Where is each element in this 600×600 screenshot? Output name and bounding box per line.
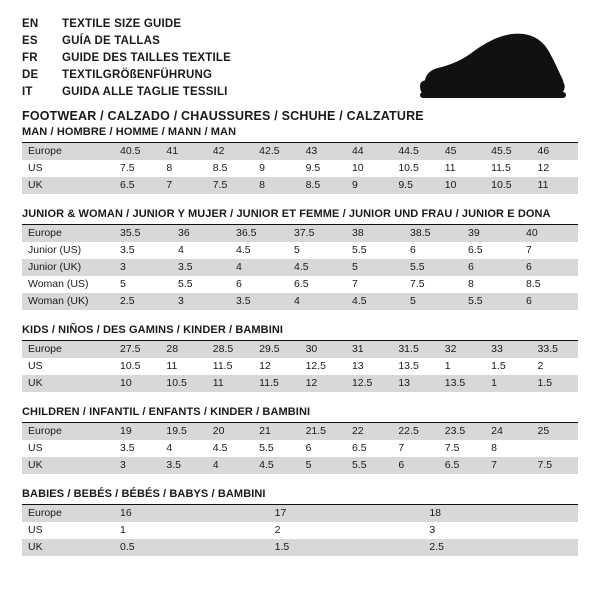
table-row (22, 539, 578, 556)
size-cell: 11.5 (207, 358, 253, 375)
language-row (22, 16, 231, 33)
size-cell: 3 (114, 259, 172, 276)
row-label: Europe (22, 143, 114, 160)
language-title-table (22, 16, 231, 101)
section-title: MAN / HOMBRE / HOMME / MANN / MAN (22, 126, 237, 138)
size-cell: 44.5 (392, 143, 438, 160)
size-cell: 11.5 (485, 160, 531, 177)
size-cell: 10.5 (114, 358, 160, 375)
size-cell: 36.5 (230, 225, 288, 242)
size-cell: 31.5 (392, 341, 438, 358)
size-cell: 10 (439, 177, 485, 194)
size-cell: 6.5 (462, 242, 520, 259)
table-row (22, 225, 578, 242)
size-cell: 23.5 (439, 423, 485, 440)
language-code: EN (22, 18, 39, 30)
table-row (22, 522, 578, 539)
size-cell: 21 (253, 423, 299, 440)
size-cell: 11 (207, 375, 253, 392)
size-cell: 5.5 (346, 242, 404, 259)
size-cell: 4 (172, 242, 230, 259)
size-cell: 16 (114, 505, 269, 522)
size-cell: 7.5 (404, 276, 462, 293)
size-cell: 31 (346, 341, 392, 358)
table-row (22, 375, 578, 392)
row-label: Junior (US) (22, 242, 114, 259)
language-code: IT (22, 86, 33, 98)
size-cell: 5 (300, 457, 346, 474)
size-cell: 18 (423, 505, 578, 522)
row-label: US (22, 358, 114, 375)
row-label: Europe (22, 505, 114, 522)
size-cell: 43 (300, 143, 346, 160)
size-cell: 4 (230, 259, 288, 276)
size-cell: 8.5 (520, 276, 578, 293)
size-cell: 6 (520, 259, 578, 276)
size-cell: 38.5 (404, 225, 462, 242)
size-cell: 4.5 (253, 457, 299, 474)
size-cell: 17 (269, 505, 424, 522)
size-cell: 5.5 (404, 259, 462, 276)
size-cell: 5 (346, 259, 404, 276)
size-cell: 5 (404, 293, 462, 310)
table-row (22, 440, 578, 457)
size-cell: 40.5 (114, 143, 160, 160)
size-cell: 10.5 (485, 177, 531, 194)
size-cell: 10.5 (392, 160, 438, 177)
table-row (22, 242, 578, 259)
size-cell: 5.5 (346, 457, 392, 474)
size-cell: 7 (520, 242, 578, 259)
size-cell: 7 (346, 276, 404, 293)
size-cell: 10 (114, 375, 160, 392)
size-cell: 9.5 (392, 177, 438, 194)
language-row (22, 33, 231, 50)
size-cell: 2 (269, 522, 424, 539)
size-cell: 29.5 (253, 341, 299, 358)
size-cell: 2.5 (423, 539, 578, 556)
size-cell: 3.5 (172, 259, 230, 276)
size-cell: 20 (207, 423, 253, 440)
size-section (22, 406, 578, 474)
size-cell: 11 (439, 160, 485, 177)
row-label: Woman (US) (22, 276, 114, 293)
size-cell: 11 (160, 358, 206, 375)
table-row (22, 341, 578, 358)
language-guide-title: TEXTILGRÖßENFÜHRUNG (62, 69, 213, 81)
language-code: FR (22, 52, 38, 64)
size-cell: 13 (346, 358, 392, 375)
size-table (22, 341, 578, 392)
size-cell: 12 (253, 358, 299, 375)
size-cell: 1 (439, 358, 485, 375)
size-cell: 30 (300, 341, 346, 358)
size-cell: 6.5 (114, 177, 160, 194)
size-cell: 1.5 (485, 358, 531, 375)
language-guide-title: GUIDA ALLE TAGLIE TESSILI (62, 86, 228, 98)
size-table (22, 423, 578, 474)
table-row (22, 143, 578, 160)
size-cell: 3.5 (114, 440, 160, 457)
size-cell: 6 (392, 457, 438, 474)
size-cell: 1.5 (532, 375, 578, 392)
size-cell: 6 (462, 259, 520, 276)
size-sections (22, 126, 578, 556)
size-cell: 45 (439, 143, 485, 160)
language-row (22, 67, 231, 84)
size-cell: 13 (392, 375, 438, 392)
size-cell: 7.5 (114, 160, 160, 177)
size-cell: 35.5 (114, 225, 172, 242)
size-cell: 42 (207, 143, 253, 160)
size-cell: 10 (346, 160, 392, 177)
size-cell: 39 (462, 225, 520, 242)
row-label: UK (22, 457, 114, 474)
size-cell: 38 (346, 225, 404, 242)
size-cell: 4 (288, 293, 346, 310)
table-row (22, 457, 578, 474)
size-cell: 10.5 (160, 375, 206, 392)
size-cell: 13.5 (392, 358, 438, 375)
size-cell: 13.5 (439, 375, 485, 392)
size-cell: 1.5 (269, 539, 424, 556)
row-label: US (22, 440, 114, 457)
size-section (22, 208, 578, 310)
row-label: US (22, 160, 114, 177)
size-cell: 27.5 (114, 341, 160, 358)
size-cell: 8 (160, 160, 206, 177)
row-label: US (22, 522, 114, 539)
size-cell: 6.5 (288, 276, 346, 293)
size-cell: 19.5 (160, 423, 206, 440)
size-cell: 5 (288, 242, 346, 259)
row-label: UK (22, 539, 114, 556)
size-table (22, 143, 578, 194)
size-cell: 45.5 (485, 143, 531, 160)
size-cell (532, 440, 578, 457)
size-cell: 9.5 (300, 160, 346, 177)
size-cell: 24 (485, 423, 531, 440)
category-title: FOOTWEAR / CALZADO / CHAUSSURES / SCHUHE / CALZATURE (22, 109, 424, 123)
section-title: BABIES / BEBÉS / BÉBÉS / BABYS / BAMBINI (22, 488, 266, 500)
document-header (22, 16, 578, 123)
size-cell: 32 (439, 341, 485, 358)
size-cell: 8.5 (207, 160, 253, 177)
size-cell: 9 (253, 160, 299, 177)
size-section (22, 324, 578, 392)
size-cell: 7.5 (532, 457, 578, 474)
size-cell: 2.5 (114, 293, 172, 310)
language-code: DE (22, 69, 39, 81)
size-cell: 3 (114, 457, 160, 474)
size-cell: 7 (160, 177, 206, 194)
size-section (22, 488, 578, 556)
size-cell: 4.5 (207, 440, 253, 457)
size-cell: 4.5 (346, 293, 404, 310)
size-cell: 3 (423, 522, 578, 539)
size-section (22, 126, 578, 194)
size-table (22, 505, 578, 556)
size-cell: 7.5 (207, 177, 253, 194)
size-cell: 3 (172, 293, 230, 310)
section-title: KIDS / NIÑOS / DES GAMINS / KINDER / BAMBINI (22, 324, 284, 336)
size-cell: 8 (253, 177, 299, 194)
row-label: Europe (22, 423, 114, 440)
size-cell: 6.5 (439, 457, 485, 474)
size-cell: 5.5 (253, 440, 299, 457)
size-cell: 12.5 (300, 358, 346, 375)
size-cell: 41 (160, 143, 206, 160)
size-cell: 40 (520, 225, 578, 242)
row-label: UK (22, 375, 114, 392)
size-cell: 36 (172, 225, 230, 242)
size-cell: 6 (404, 242, 462, 259)
size-cell: 22.5 (392, 423, 438, 440)
size-cell: 44 (346, 143, 392, 160)
size-cell: 28.5 (207, 341, 253, 358)
size-cell: 5.5 (462, 293, 520, 310)
size-table (22, 225, 578, 310)
language-guide-title: TEXTILE SIZE GUIDE (62, 18, 182, 30)
size-cell: 5 (114, 276, 172, 293)
size-cell: 6 (300, 440, 346, 457)
row-label: Europe (22, 225, 114, 242)
table-row (22, 423, 578, 440)
row-label: Woman (UK) (22, 293, 114, 310)
language-rows (22, 16, 231, 101)
language-guide-title: GUÍA DE TALLAS (62, 35, 160, 47)
size-cell: 22 (346, 423, 392, 440)
table-row (22, 160, 578, 177)
size-cell: 11.5 (253, 375, 299, 392)
size-cell: 33.5 (532, 341, 578, 358)
section-title: CHILDREN / INFANTIL / ENFANTS / KINDER / BAMBINI (22, 406, 311, 418)
size-cell: 12 (300, 375, 346, 392)
language-row (22, 84, 231, 101)
table-row (22, 293, 578, 310)
language-row (22, 50, 231, 67)
size-cell: 25 (532, 423, 578, 440)
size-cell: 5.5 (172, 276, 230, 293)
dress-shoe-silhouette-icon (378, 30, 568, 108)
size-cell: 4.5 (288, 259, 346, 276)
size-cell: 3.5 (230, 293, 288, 310)
size-cell: 4 (160, 440, 206, 457)
size-cell: 0.5 (114, 539, 269, 556)
table-row (22, 276, 578, 293)
size-cell: 6 (520, 293, 578, 310)
size-cell: 33 (485, 341, 531, 358)
size-cell: 46 (532, 143, 578, 160)
row-label: Europe (22, 341, 114, 358)
row-label: Junior (UK) (22, 259, 114, 276)
size-cell: 1 (485, 375, 531, 392)
size-cell: 8.5 (300, 177, 346, 194)
size-cell: 4.5 (230, 242, 288, 259)
table-row (22, 358, 578, 375)
size-cell: 7 (485, 457, 531, 474)
size-cell: 7.5 (439, 440, 485, 457)
size-cell: 28 (160, 341, 206, 358)
language-code: ES (22, 35, 38, 47)
size-cell: 8 (485, 440, 531, 457)
size-cell: 37.5 (288, 225, 346, 242)
size-cell: 3.5 (160, 457, 206, 474)
size-cell: 12.5 (346, 375, 392, 392)
size-cell: 11 (532, 177, 578, 194)
size-cell: 6.5 (346, 440, 392, 457)
table-row (22, 505, 578, 522)
table-row (22, 259, 578, 276)
size-cell: 42.5 (253, 143, 299, 160)
size-cell: 21.5 (300, 423, 346, 440)
size-cell: 4 (207, 457, 253, 474)
size-cell: 7 (392, 440, 438, 457)
size-cell: 9 (346, 177, 392, 194)
language-guide-title: GUIDE DES TAILLES TEXTILE (62, 52, 231, 64)
size-cell: 2 (532, 358, 578, 375)
size-cell: 3.5 (114, 242, 172, 259)
size-cell: 19 (114, 423, 160, 440)
size-cell: 1 (114, 522, 269, 539)
size-cell: 12 (532, 160, 578, 177)
size-cell: 6 (230, 276, 288, 293)
row-label: UK (22, 177, 114, 194)
table-row (22, 177, 578, 194)
section-title: JUNIOR & WOMAN / JUNIOR Y MUJER / JUNIOR ET FEMME / JUNIOR UND FRAU / JUNIOR E DONA (22, 208, 551, 220)
size-cell: 8 (462, 276, 520, 293)
